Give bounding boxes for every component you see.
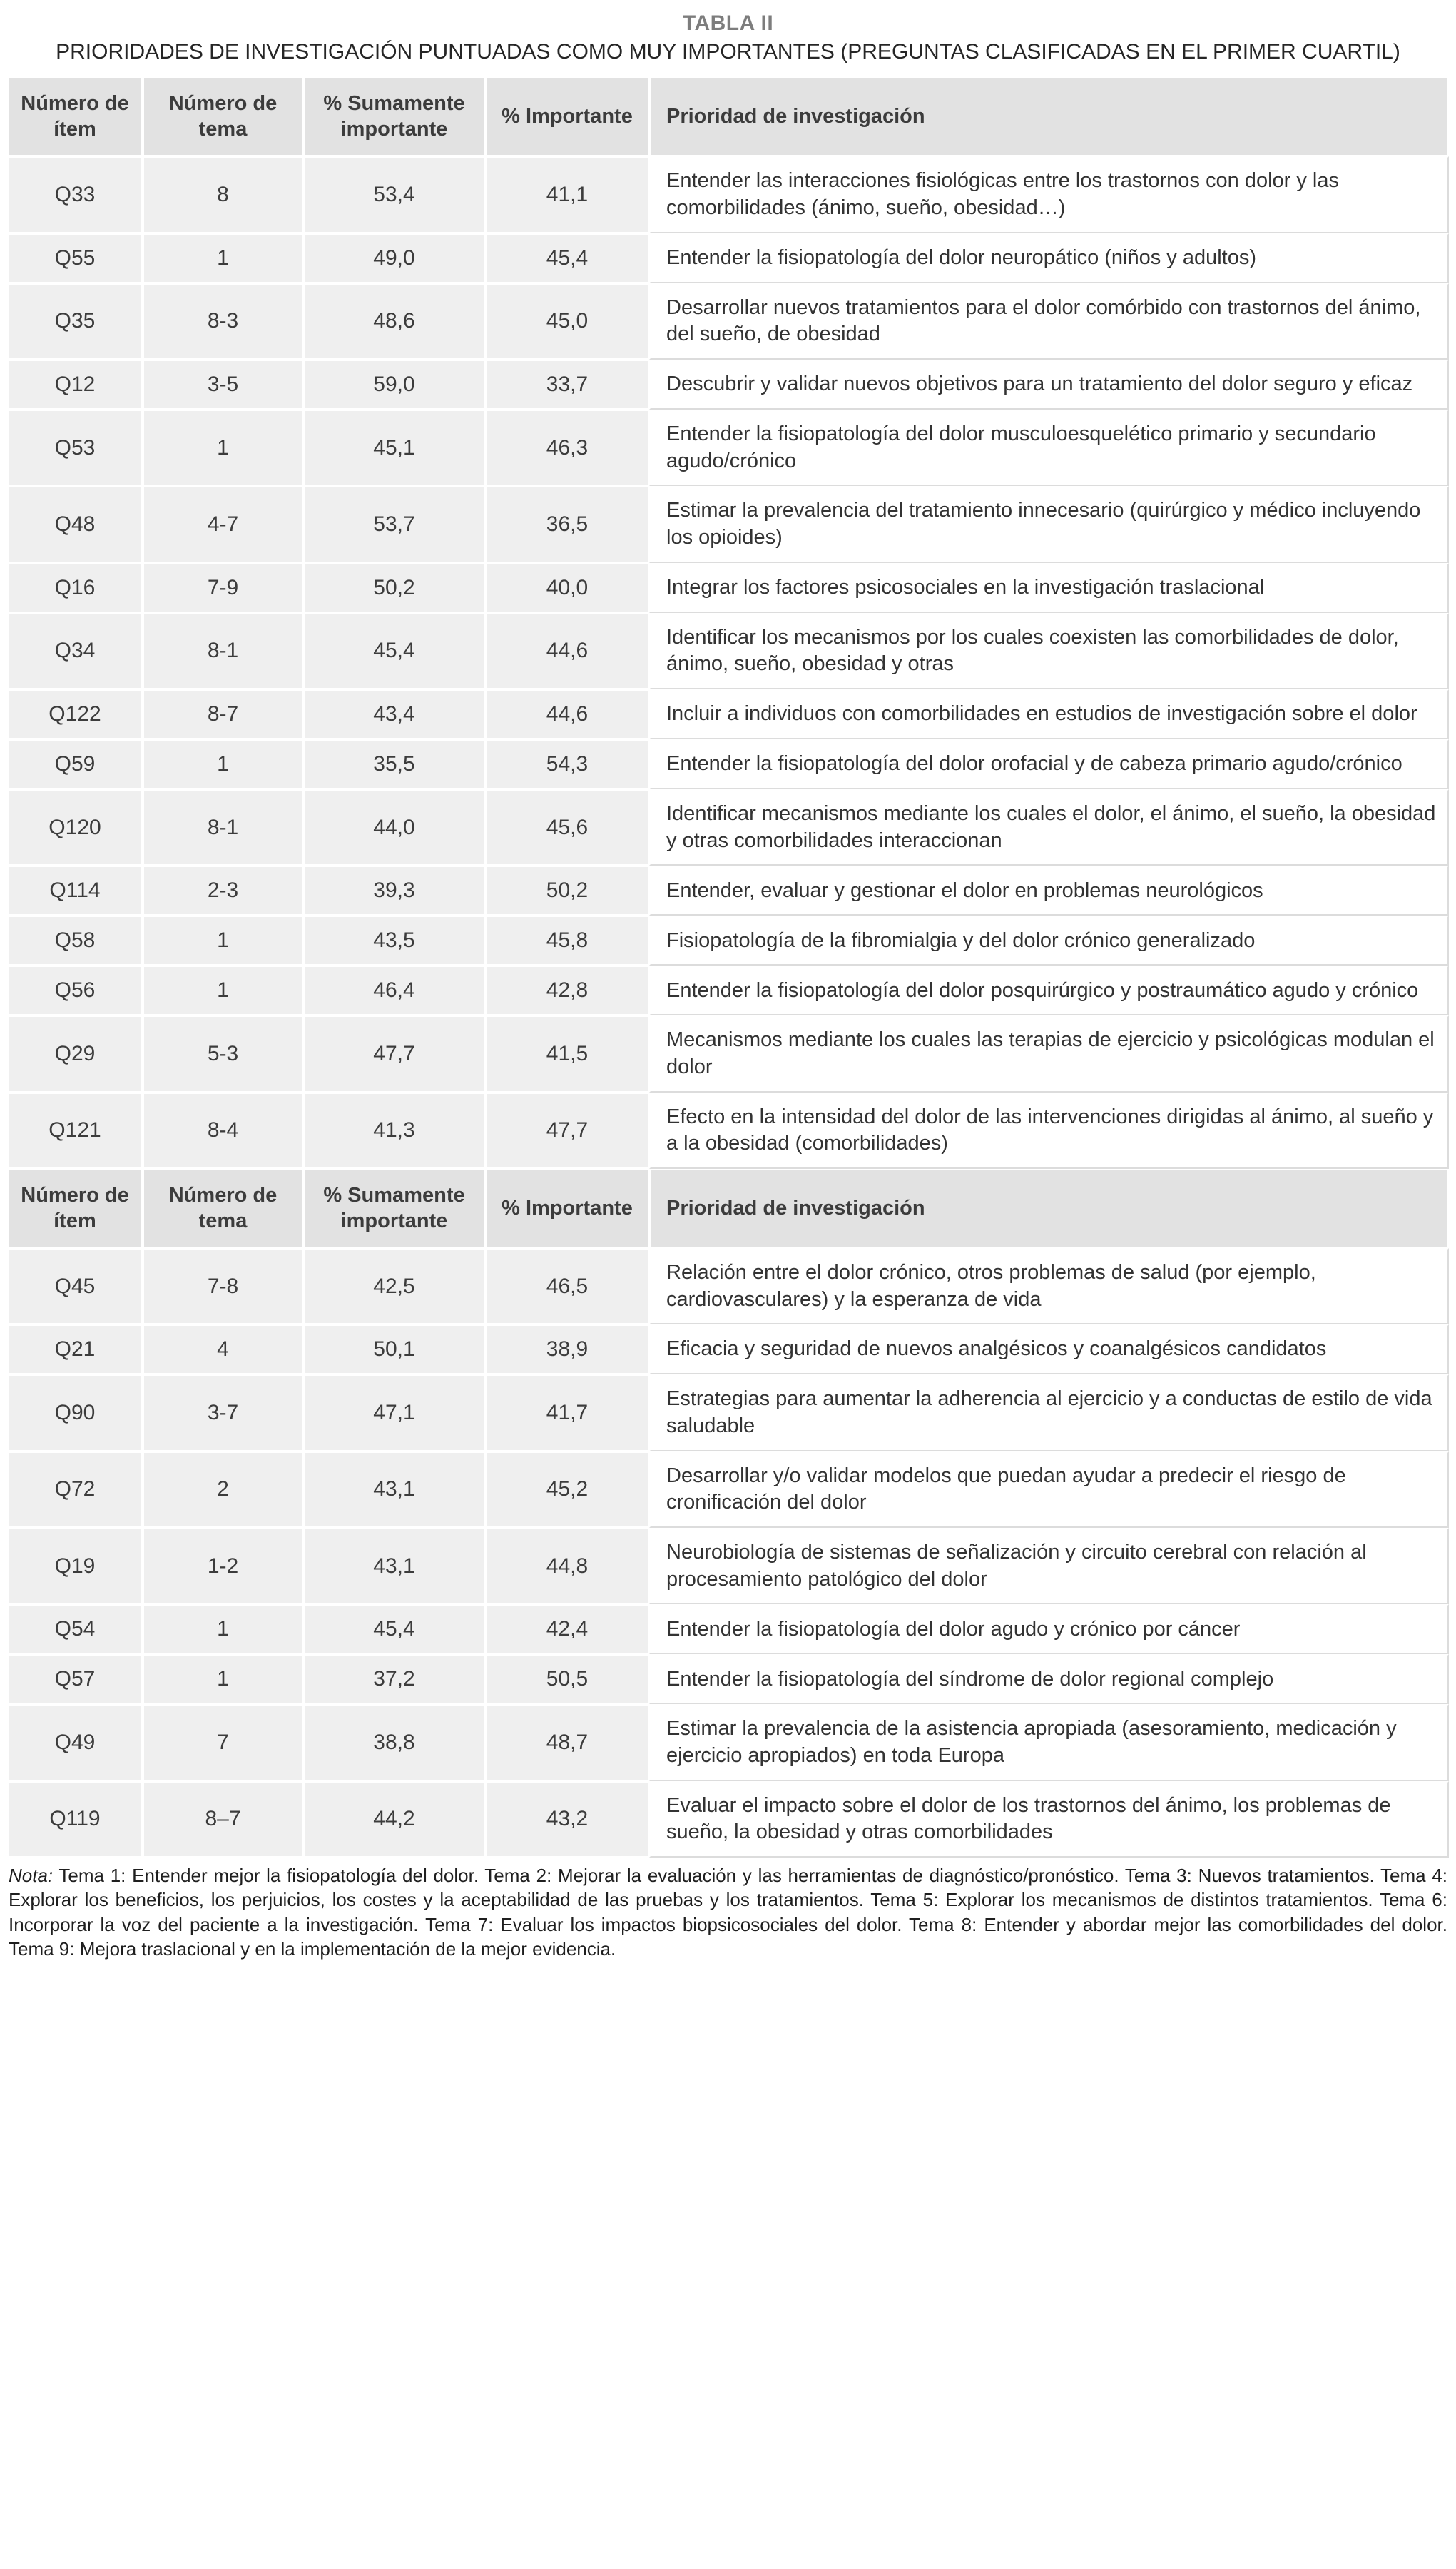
pct-very-important-cell: 50,2 bbox=[303, 563, 485, 613]
pct-important-cell: 45,0 bbox=[485, 283, 649, 360]
priority-text-cell: Relación entre el dolor crónico, otros problemas de salud (por ejemplo, cardiovasculares) y la esperanza de vida bbox=[649, 1248, 1449, 1324]
column-header-3: % Sumamente importante bbox=[303, 77, 485, 156]
priority-text-cell: Mecanismos mediante los cuales las terapias de ejercicio y psicológicas modulan el dolor bbox=[649, 1015, 1449, 1092]
priority-text-cell: Estimar la prevalencia del tratamiento innecesario (quirúrgico y médico incluyendo los opioides) bbox=[649, 486, 1449, 562]
pct-very-important-cell: 44,2 bbox=[303, 1781, 485, 1858]
table-row bbox=[7, 789, 1449, 866]
pct-very-important-cell: 53,7 bbox=[303, 486, 485, 562]
theme-number-cell: 1 bbox=[143, 410, 303, 486]
pct-important-cell: 46,5 bbox=[485, 1248, 649, 1324]
pct-important-cell: 41,1 bbox=[485, 156, 649, 233]
column-header-3: % Sumamente importante bbox=[303, 1169, 485, 1248]
priority-text-cell: Estrategias para aumentar la adherencia al ejercicio y a conductas de estilo de vida saludable bbox=[649, 1374, 1449, 1451]
priority-text-cell: Desarrollar y/o validar modelos que puedan ayudar a predecir el riesgo de cronificación del dolor bbox=[649, 1451, 1449, 1528]
item-number-cell: Q16 bbox=[7, 563, 143, 613]
priority-text-cell: Incluir a individuos con comorbilidades en estudios de investigación sobre el dolor bbox=[649, 689, 1449, 739]
pct-very-important-cell: 47,1 bbox=[303, 1374, 485, 1451]
column-header-5: Prioridad de investigación bbox=[649, 77, 1449, 156]
priority-text-cell: Entender la fisiopatología del dolor posquirúrgico y postraumático agudo y crónico bbox=[649, 966, 1449, 1015]
pct-very-important-cell: 45,1 bbox=[303, 410, 485, 486]
priority-text-cell: Evaluar el impacto sobre el dolor de los trastornos del ánimo, los problemas de sueño, la obesidad y otras comorbilidades bbox=[649, 1781, 1449, 1858]
column-header-5: Prioridad de investigación bbox=[649, 1169, 1449, 1248]
pct-important-cell: 40,0 bbox=[485, 563, 649, 613]
pct-important-cell: 42,4 bbox=[485, 1604, 649, 1654]
table-row bbox=[7, 1704, 1449, 1780]
pct-very-important-cell: 37,2 bbox=[303, 1654, 485, 1704]
pct-very-important-cell: 50,1 bbox=[303, 1324, 485, 1374]
item-number-cell: Q34 bbox=[7, 613, 143, 689]
priority-text-cell: Efecto en la intensidad del dolor de las intervenciones dirigidas al ánimo, al sueño y a la obesidad (comorbilidades) bbox=[649, 1093, 1449, 1169]
item-number-cell: Q45 bbox=[7, 1248, 143, 1324]
item-number-cell: Q72 bbox=[7, 1451, 143, 1528]
priorities-table-body bbox=[7, 77, 1449, 1858]
table-row bbox=[7, 1654, 1449, 1704]
priority-text-cell: Entender la fisiopatología del dolor neuropático (niños y adultos) bbox=[649, 233, 1449, 283]
priorities-table bbox=[7, 77, 1449, 1858]
table-row bbox=[7, 1015, 1449, 1092]
table-row bbox=[7, 486, 1449, 562]
theme-number-cell: 2 bbox=[143, 1451, 303, 1528]
note-body: Tema 1: Entender mejor la fisiopatología del dolor. Tema 2: Mejorar la evaluación y las herramientas de diagnóstico/pronóstico. Tema 3: Nuevos tratamientos. Tema 4: Explorar los beneficios, los perjuicios, los costes y la aceptabilidad de las pruebas y los tratamientos. Tema 5: Explorar los mecanismos de distintos tratamientos. Tema 6: Incorporar la voz del paciente a la investigación. Tema 7: Evaluar los impactos biopsicosociales del dolor. Tema 8: Entender y abordar mejor las comorbilidades del dolor. Tema 9: Mejora traslacional y en la implementación de la mejor evidencia. bbox=[9, 1865, 1447, 1960]
theme-number-cell: 8-1 bbox=[143, 789, 303, 866]
priority-text-cell: Entender la fisiopatología del dolor musculoesquelético primario y secundario agudo/crónico bbox=[649, 410, 1449, 486]
priority-text-cell: Eficacia y seguridad de nuevos analgésicos y coanalgésicos candidatos bbox=[649, 1324, 1449, 1374]
table-row bbox=[7, 739, 1449, 789]
priority-text-cell: Fisiopatología de la fibromialgia y del dolor crónico generalizado bbox=[649, 916, 1449, 966]
table-row bbox=[7, 689, 1449, 739]
pct-very-important-cell: 48,6 bbox=[303, 283, 485, 360]
theme-number-cell: 8–7 bbox=[143, 1781, 303, 1858]
pct-very-important-cell: 42,5 bbox=[303, 1248, 485, 1324]
pct-very-important-cell: 46,4 bbox=[303, 966, 485, 1015]
item-number-cell: Q21 bbox=[7, 1324, 143, 1374]
item-number-cell: Q19 bbox=[7, 1528, 143, 1604]
theme-number-cell: 8-3 bbox=[143, 283, 303, 360]
table-row bbox=[7, 1604, 1449, 1654]
column-header-2: Número de tema bbox=[143, 1169, 303, 1248]
item-number-cell: Q49 bbox=[7, 1704, 143, 1780]
table-row bbox=[7, 1093, 1449, 1169]
column-header-2: Número de tema bbox=[143, 77, 303, 156]
priority-text-cell: Descubrir y validar nuevos objetivos para un tratamiento del dolor seguro y eficaz bbox=[649, 360, 1449, 410]
pct-important-cell: 33,7 bbox=[485, 360, 649, 410]
priority-text-cell: Integrar los factores psicosociales en la investigación traslacional bbox=[649, 563, 1449, 613]
pct-very-important-cell: 43,5 bbox=[303, 916, 485, 966]
priority-text-cell: Identificar mecanismos mediante los cuales el dolor, el ánimo, el sueño, la obesidad y otras comorbilidades interaccionan bbox=[649, 789, 1449, 866]
pct-very-important-cell: 38,8 bbox=[303, 1704, 485, 1780]
note-label: Nota: bbox=[9, 1865, 54, 1887]
theme-number-cell: 1 bbox=[143, 916, 303, 966]
pct-very-important-cell: 39,3 bbox=[303, 866, 485, 916]
priority-text-cell: Desarrollar nuevos tratamientos para el dolor comórbido con trastornos del ánimo, del sueño, de obesidad bbox=[649, 283, 1449, 360]
theme-number-cell: 8-7 bbox=[143, 689, 303, 739]
pct-important-cell: 50,5 bbox=[485, 1654, 649, 1704]
table-subtitle: PRIORIDADES DE INVESTIGACIÓN PUNTUADAS COMO MUY IMPORTANTES (PREGUNTAS CLASIFICADAS EN EL PRIMER CUARTIL) bbox=[56, 40, 1400, 64]
theme-number-cell: 1 bbox=[143, 1654, 303, 1704]
item-number-cell: Q55 bbox=[7, 233, 143, 283]
pct-important-cell: 54,3 bbox=[485, 739, 649, 789]
theme-number-cell: 7-9 bbox=[143, 563, 303, 613]
pct-important-cell: 41,5 bbox=[485, 1015, 649, 1092]
table-row bbox=[7, 1324, 1449, 1374]
priority-text-cell: Identificar los mecanismos por los cuales coexisten las comorbilidades de dolor, ánimo, sueño, obesidad y otras bbox=[649, 613, 1449, 689]
table-row bbox=[7, 1528, 1449, 1604]
table-row bbox=[7, 613, 1449, 689]
column-header-4: % Importante bbox=[485, 77, 649, 156]
item-number-cell: Q122 bbox=[7, 689, 143, 739]
item-number-cell: Q35 bbox=[7, 283, 143, 360]
theme-number-cell: 7-8 bbox=[143, 1248, 303, 1324]
pct-important-cell: 47,7 bbox=[485, 1093, 649, 1169]
pct-very-important-cell: 41,3 bbox=[303, 1093, 485, 1169]
priority-text-cell: Neurobiología de sistemas de señalización y circuito cerebral con relación al procesamiento patológico del dolor bbox=[649, 1528, 1449, 1604]
item-number-cell: Q29 bbox=[7, 1015, 143, 1092]
pct-very-important-cell: 59,0 bbox=[303, 360, 485, 410]
pct-important-cell: 42,8 bbox=[485, 966, 649, 1015]
pct-very-important-cell: 43,1 bbox=[303, 1528, 485, 1604]
item-number-cell: Q121 bbox=[7, 1093, 143, 1169]
pct-important-cell: 38,9 bbox=[485, 1324, 649, 1374]
table-row bbox=[7, 966, 1449, 1015]
pct-important-cell: 41,7 bbox=[485, 1374, 649, 1451]
priority-text-cell: Entender, evaluar y gestionar el dolor en problemas neurológicos bbox=[649, 866, 1449, 916]
table-row bbox=[7, 410, 1449, 486]
table-row bbox=[7, 1451, 1449, 1528]
theme-number-cell: 1 bbox=[143, 233, 303, 283]
pct-important-cell: 36,5 bbox=[485, 486, 649, 562]
pct-important-cell: 43,2 bbox=[485, 1781, 649, 1858]
pct-important-cell: 45,8 bbox=[485, 916, 649, 966]
priority-text-cell: Entender la fisiopatología del dolor orofacial y de cabeza primario agudo/crónico bbox=[649, 739, 1449, 789]
item-number-cell: Q58 bbox=[7, 916, 143, 966]
item-number-cell: Q54 bbox=[7, 1604, 143, 1654]
pct-important-cell: 45,4 bbox=[485, 233, 649, 283]
pct-very-important-cell: 43,4 bbox=[303, 689, 485, 739]
theme-number-cell: 1 bbox=[143, 739, 303, 789]
item-number-cell: Q59 bbox=[7, 739, 143, 789]
pct-important-cell: 50,2 bbox=[485, 866, 649, 916]
theme-number-cell: 8-1 bbox=[143, 613, 303, 689]
item-number-cell: Q90 bbox=[7, 1374, 143, 1451]
priority-text-cell: Estimar la prevalencia de la asistencia apropiada (asesoramiento, medicación y ejercicio apropiados) en toda Europa bbox=[649, 1704, 1449, 1780]
table-header-row bbox=[7, 1169, 1449, 1248]
table-note bbox=[9, 1863, 1447, 1961]
item-number-cell: Q57 bbox=[7, 1654, 143, 1704]
item-number-cell: Q48 bbox=[7, 486, 143, 562]
priority-text-cell: Entender la fisiopatología del dolor agudo y crónico por cáncer bbox=[649, 1604, 1449, 1654]
pct-very-important-cell: 49,0 bbox=[303, 233, 485, 283]
priority-text-cell: Entender la fisiopatología del síndrome de dolor regional complejo bbox=[649, 1654, 1449, 1704]
theme-number-cell: 8 bbox=[143, 156, 303, 233]
theme-number-cell: 3-7 bbox=[143, 1374, 303, 1451]
theme-number-cell: 1-2 bbox=[143, 1528, 303, 1604]
table-row bbox=[7, 1248, 1449, 1324]
item-number-cell: Q120 bbox=[7, 789, 143, 866]
pct-very-important-cell: 45,4 bbox=[303, 1604, 485, 1654]
column-header-1: Número de ítem bbox=[7, 1169, 143, 1248]
pct-important-cell: 44,6 bbox=[485, 613, 649, 689]
item-number-cell: Q56 bbox=[7, 966, 143, 1015]
theme-number-cell: 4 bbox=[143, 1324, 303, 1374]
theme-number-cell: 1 bbox=[143, 1604, 303, 1654]
item-number-cell: Q12 bbox=[7, 360, 143, 410]
priority-text-cell: Entender las interacciones fisiológicas entre los trastornos con dolor y las comorbilidades (ánimo, sueño, obesidad…) bbox=[649, 156, 1449, 233]
pct-very-important-cell: 53,4 bbox=[303, 156, 485, 233]
table-row bbox=[7, 360, 1449, 410]
theme-number-cell: 1 bbox=[143, 966, 303, 1015]
item-number-cell: Q53 bbox=[7, 410, 143, 486]
table-row bbox=[7, 916, 1449, 966]
pct-very-important-cell: 47,7 bbox=[303, 1015, 485, 1092]
theme-number-cell: 7 bbox=[143, 1704, 303, 1780]
table-title: TABLA II bbox=[682, 11, 774, 35]
pct-important-cell: 46,3 bbox=[485, 410, 649, 486]
theme-number-cell: 2-3 bbox=[143, 866, 303, 916]
pct-important-cell: 44,8 bbox=[485, 1528, 649, 1604]
item-number-cell: Q33 bbox=[7, 156, 143, 233]
table-row bbox=[7, 563, 1449, 613]
pct-very-important-cell: 44,0 bbox=[303, 789, 485, 866]
pct-important-cell: 44,6 bbox=[485, 689, 649, 739]
table-row bbox=[7, 233, 1449, 283]
pct-very-important-cell: 35,5 bbox=[303, 739, 485, 789]
theme-number-cell: 3-5 bbox=[143, 360, 303, 410]
table-row bbox=[7, 866, 1449, 916]
column-header-4: % Importante bbox=[485, 1169, 649, 1248]
pct-important-cell: 45,2 bbox=[485, 1451, 649, 1528]
item-number-cell: Q114 bbox=[7, 866, 143, 916]
table-row bbox=[7, 1781, 1449, 1858]
column-header-1: Número de ítem bbox=[7, 77, 143, 156]
theme-number-cell: 5-3 bbox=[143, 1015, 303, 1092]
table-row bbox=[7, 1374, 1449, 1451]
table-row bbox=[7, 156, 1449, 233]
pct-important-cell: 45,6 bbox=[485, 789, 649, 866]
table-header-row bbox=[7, 77, 1449, 156]
theme-number-cell: 4-7 bbox=[143, 486, 303, 562]
theme-number-cell: 8-4 bbox=[143, 1093, 303, 1169]
pct-important-cell: 48,7 bbox=[485, 1704, 649, 1780]
table-row bbox=[7, 283, 1449, 360]
pct-very-important-cell: 43,1 bbox=[303, 1451, 485, 1528]
pct-very-important-cell: 45,4 bbox=[303, 613, 485, 689]
item-number-cell: Q119 bbox=[7, 1781, 143, 1858]
